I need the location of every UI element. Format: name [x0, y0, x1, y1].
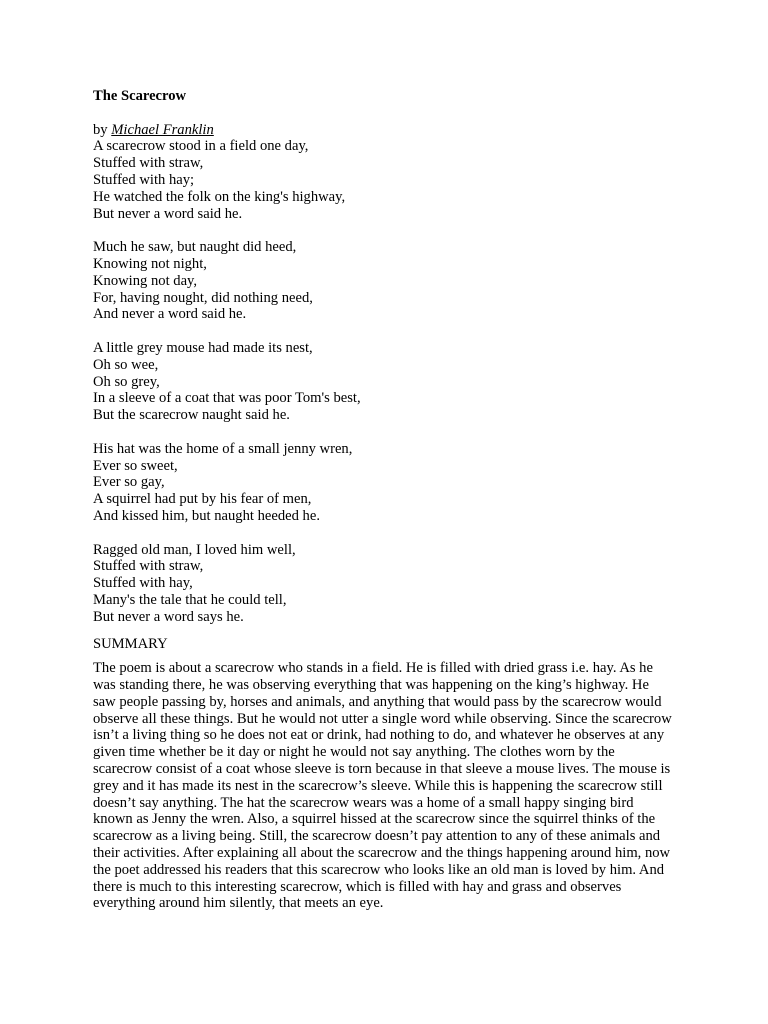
- poem-line: Stuffed with straw,: [93, 155, 204, 172]
- poem-line: In a sleeve of a coat that was poor Tom's best,: [93, 390, 361, 407]
- poem-line: Oh so grey,: [93, 373, 160, 390]
- poem-title: The Scarecrow: [93, 88, 187, 104]
- poem-line: For, having nought, did nothing need,: [93, 289, 313, 306]
- poem-line: His hat was the home of a small jenny wren,: [93, 440, 353, 457]
- poem-line: A squirrel had put by his fear of men,: [93, 491, 312, 508]
- poem-stanza: [93, 441, 683, 525]
- poem-line: But never a word said he.: [93, 205, 243, 222]
- poem-body: [93, 138, 683, 625]
- poem-line: Ever so sweet,: [93, 457, 178, 474]
- poem-stanza: [93, 340, 683, 424]
- poem-line: And never a word said he.: [93, 306, 247, 323]
- document-page: [93, 88, 683, 912]
- poem-line: A little grey mouse had made its nest,: [93, 339, 313, 356]
- poem-stanza: [93, 542, 683, 626]
- poem-line: A scarecrow stood in a field one day,: [93, 138, 309, 155]
- poem-line: He watched the folk on the king's highway,: [93, 188, 346, 205]
- poem-line: But the scarecrow naught said he.: [93, 407, 290, 424]
- poem-line: Stuffed with hay;: [93, 171, 195, 188]
- poem-line: Knowing not day,: [93, 272, 198, 289]
- summary-heading: SUMMARY: [93, 635, 168, 652]
- byline-prefix: by: [93, 121, 108, 138]
- poem-line: Many's the tale that he could tell,: [93, 591, 287, 608]
- poem-line: But never a word says he.: [93, 608, 244, 625]
- poem-line: Ever so gay,: [93, 474, 165, 491]
- poem-line: Ragged old man, I loved him well,: [93, 541, 296, 558]
- poem-stanza: [93, 239, 683, 323]
- byline: [93, 122, 683, 139]
- poem-line: Much he saw, but naught did heed,: [93, 239, 297, 256]
- poem-line: Oh so wee,: [93, 356, 159, 373]
- poem-line: Stuffed with straw,: [93, 558, 204, 575]
- poem-stanza: [93, 138, 683, 222]
- poem-line: Stuffed with hay,: [93, 575, 193, 592]
- author-link[interactable]: Michael Franklin: [111, 121, 214, 138]
- poem-line: Knowing not night,: [93, 255, 207, 272]
- summary-paragraph: The poem is about a scarecrow who stands in a field. He is filled with dried grass i.e. hay. As he was standing there, he was observing everything that was happening on the king’s highway. He saw people passing by, horses and animals, and anything that would pass by the scarecrow would observe all these things. But he would not utter a single word while observing. Since the scarecrow isn’t a living thing so he does not eat or drink, had nothing to do, and whatever he observes at any given time whether be it day or night he would not say anything. The clothes worn by the scarecrow consist of a coat whose sleeve is torn because in that sleeve a mouse lives. The mouse is grey and it has made its nest in the scarecrow’s sleeve. While this is happening the scarecrow still doesn’t say anything. The hat the scarecrow wears was a home of a small happy singing bird known as Jenny the wren. Also, a squirrel hissed at the scarecrow since the squirrel thinks of the scarecrow as a living being. Still, the scarecrow doesn’t pay attention to any of these animals and their activities. After explaining all about the scarecrow and the things happening around him, now the poet addressed his readers that this scarecrow who looks like an old man is loved by him. And there is much to this interesting scarecrow, which is filled with hay and grass and observes everything around him silently, that meets an eye.: [93, 660, 672, 912]
- poem-line: And kissed him, but naught heeded he.: [93, 507, 320, 524]
